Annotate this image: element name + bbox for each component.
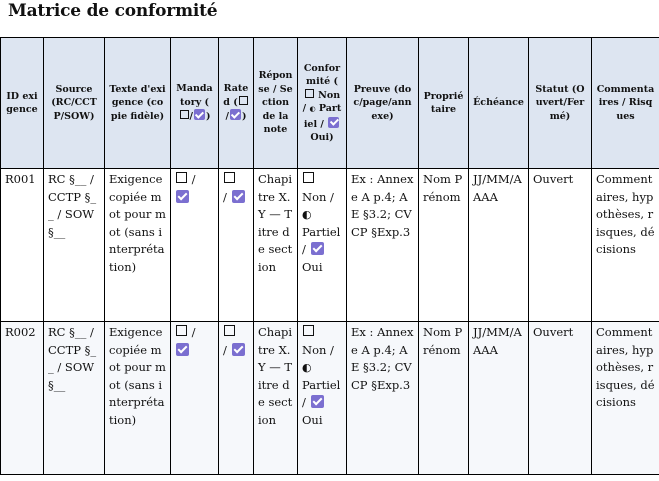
header-mandatory-label: Mandatory ( — [176, 83, 213, 108]
half-circle-icon: ◐ — [309, 105, 316, 113]
checked-checkbox-icon[interactable] — [311, 395, 324, 408]
cell-mandatory[interactable] — [171, 169, 219, 322]
cell-reponse: Chapitre X.Y — Titre de section — [254, 322, 298, 475]
checked-checkbox-icon[interactable] — [176, 343, 189, 356]
cell-statut: Ouvert — [529, 169, 592, 322]
header-rated-end: ) — [241, 111, 247, 123]
mandatory-sep: / — [191, 172, 196, 186]
cell-texte: Exigence copiée mot pour mot (sans interprétation) — [105, 322, 171, 475]
header-rated-label: Rated ( — [223, 83, 249, 108]
mandatory-sep: / — [191, 325, 196, 339]
header-preuve: Preuve (doc/page/annexe) — [347, 38, 419, 169]
empty-checkbox-icon[interactable] — [176, 172, 187, 183]
header-proprietaire: Propriétaire — [419, 38, 469, 169]
table-row — [1, 169, 659, 322]
empty-checkbox-icon[interactable] — [303, 325, 314, 336]
cell-commentaires: Commentaires, hypothèses, risques, décisions — [592, 322, 659, 475]
checked-checkbox-icon — [194, 109, 205, 120]
empty-checkbox-icon[interactable] — [224, 325, 235, 336]
header-id: ID exigence — [1, 38, 44, 169]
cell-proprietaire: Nom Prénom — [419, 169, 469, 322]
conf-oui: Oui — [302, 412, 323, 427]
header-echeance: Échéance — [469, 38, 529, 169]
conf-partiel: Partiel / — [302, 377, 341, 409]
empty-checkbox-icon[interactable] — [224, 172, 235, 183]
empty-checkbox-icon[interactable] — [176, 325, 187, 336]
header-reponse: Réponse / Section de la note — [254, 38, 298, 169]
cell-conformite[interactable] — [298, 169, 347, 322]
cell-source: RC §__ / CCTP §__ / SOW §__ — [44, 169, 105, 322]
checked-checkbox-icon — [230, 109, 241, 120]
table-header-row — [1, 38, 659, 169]
cell-conformite[interactable] — [298, 322, 347, 475]
cell-id: R001 — [1, 169, 44, 322]
conf-partiel: Partiel / — [302, 224, 341, 256]
half-circle-icon[interactable]: ◐ — [302, 208, 312, 221]
empty-checkbox-icon — [239, 96, 248, 105]
checked-checkbox-icon[interactable] — [311, 242, 324, 255]
cell-source: RC §__ / CCTP §__ / SOW §__ — [44, 322, 105, 475]
header-conformite — [298, 38, 347, 169]
header-texte: Texte d'exigence (copie fidèle) — [105, 38, 171, 169]
empty-checkbox-icon — [180, 110, 189, 119]
header-conformite-non: Non / — [302, 89, 341, 114]
cell-preuve: Ex : Annexe A p.4; AE §3.2; CV CP §Exp.3 — [347, 322, 419, 475]
cell-preuve: Ex : Annexe A p.4; AE §3.2; CV CP §Exp.3 — [347, 169, 419, 322]
header-rated — [219, 38, 254, 169]
checked-checkbox-icon[interactable] — [232, 343, 245, 356]
header-rated-sep: / — [225, 111, 229, 123]
cell-mandatory[interactable] — [171, 322, 219, 475]
header-mandatory — [171, 38, 219, 169]
cell-commentaires: Commentaires, hypothèses, risques, décisions — [592, 169, 659, 322]
cell-reponse: Chapitre X.Y — Titre de section — [254, 169, 298, 322]
header-mandatory-end: ) — [205, 111, 211, 123]
checked-checkbox-icon — [328, 117, 339, 128]
header-source: Source (RC/CCTP/SOW) — [44, 38, 105, 169]
conformity-matrix-table — [0, 37, 659, 475]
page-title: Matrice de conformité — [8, 1, 218, 21]
empty-checkbox-icon[interactable] — [303, 172, 314, 183]
cell-rated[interactable] — [219, 322, 254, 475]
cell-statut: Ouvert — [529, 322, 592, 475]
checked-checkbox-icon[interactable] — [176, 190, 189, 203]
checked-checkbox-icon[interactable] — [232, 190, 245, 203]
cell-texte: Exigence copiée mot pour mot (sans interprétation) — [105, 169, 171, 322]
empty-checkbox-icon — [305, 89, 314, 98]
table-row — [1, 322, 659, 475]
header-conformite-oui: Oui) — [310, 132, 334, 143]
header-conformite-partiel: Partiel / — [303, 103, 342, 130]
rated-sep: / — [223, 189, 227, 204]
conf-non: Non / — [302, 189, 334, 204]
rated-sep: / — [223, 342, 227, 357]
cell-id: R002 — [1, 322, 44, 475]
conf-oui: Oui — [302, 259, 323, 274]
half-circle-icon[interactable]: ◐ — [302, 361, 312, 374]
cell-rated[interactable] — [219, 169, 254, 322]
cell-echeance: JJ/MM/AAAA — [469, 169, 529, 322]
header-commentaires: Commentaires / Risques — [592, 38, 659, 169]
cell-echeance: JJ/MM/AAAA — [469, 322, 529, 475]
header-statut: Statut (Ouvert/Fermé) — [529, 38, 592, 169]
conf-non: Non / — [302, 342, 334, 357]
header-mandatory-sep: / — [189, 111, 193, 123]
cell-proprietaire: Nom Prénom — [419, 322, 469, 475]
header-conformite-label: Conformité ( — [303, 62, 341, 87]
